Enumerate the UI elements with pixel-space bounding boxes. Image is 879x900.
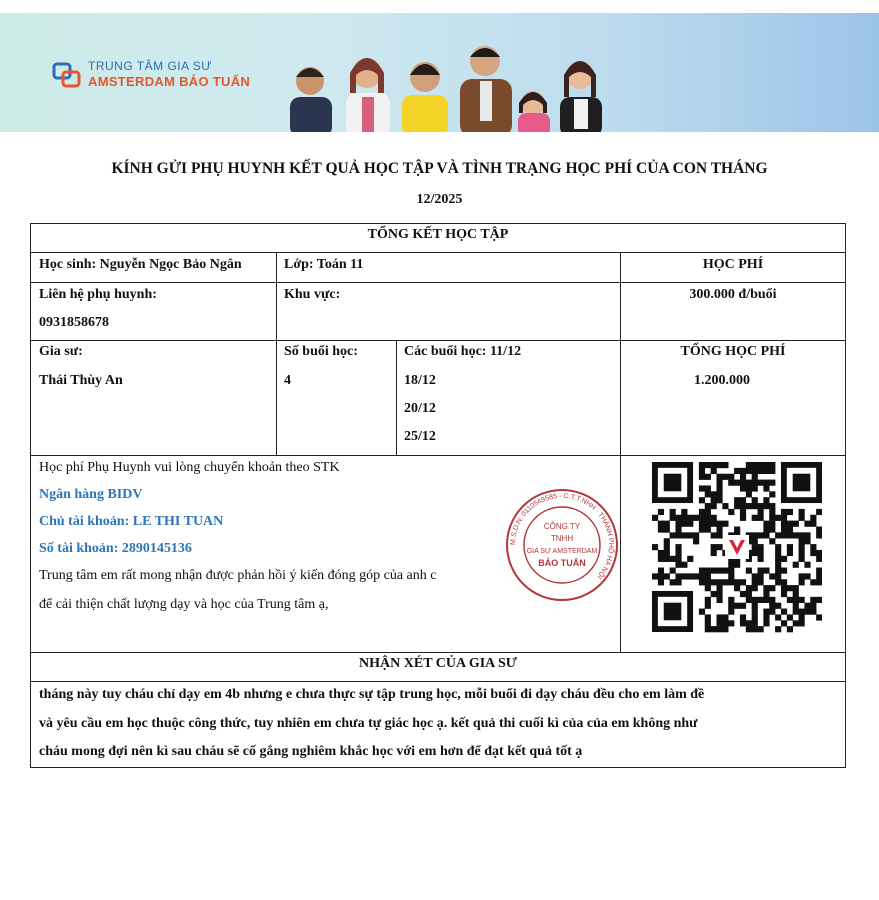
table-divider: [30, 340, 846, 341]
bank-name: Ngân hàng BIDV: [39, 487, 143, 502]
parent-contact-label: Liên hệ phụ huynh:: [39, 287, 157, 302]
fee-header: HỌC PHÍ: [702, 257, 764, 272]
stamp-ring-text: M.S.D.N: 0110549585 - C.T.T.NHH · THÀNH PHỐ HÀ NỘI: [509, 492, 615, 580]
table-divider: [396, 340, 397, 455]
tutor-name: Thái Thùy An: [39, 373, 123, 388]
session-count-label: Số buổi học:: [284, 344, 358, 359]
area-label: Khu vực:: [284, 287, 341, 302]
family-photo: [270, 13, 610, 132]
company-stamp: [504, 487, 620, 603]
table-divider: [620, 252, 621, 652]
session-date: 20/12: [404, 401, 436, 416]
account-holder: Chủ tài khoản: LE THI TUAN: [39, 514, 224, 529]
stamp-line: TNHH: [550, 534, 574, 543]
comment-line: tháng này tuy cháu chỉ dạy em 4b nhưng e chưa thực sự tập trung học, mỗi buổi đi dạy cháu đều cho em làm đề: [39, 687, 705, 702]
tutor-label: Gia sư:: [39, 344, 83, 359]
comment-line: cháu mong đợi nên kì sau cháu sẽ cố gắng nghiêm khắc học với em hơn để đạt kết quả tốt ạ: [39, 744, 583, 759]
comments-section-title: NHẬN XÉT CỦA GIA SƯ: [359, 656, 517, 671]
table-divider: [30, 282, 846, 283]
session-date: 25/12: [404, 429, 436, 444]
total-fee-label: TỔNG HỌC PHÍ: [680, 344, 786, 359]
table-divider: [30, 252, 846, 253]
brand-name-bottom: AMSTERDAM BẢO TUẤN: [88, 74, 251, 89]
stamp-line: CÔNG TY: [543, 522, 581, 531]
summary-section-title: TỔNG KẾT HỌC TẬP: [367, 227, 509, 242]
student-name: Học sinh: Nguyễn Ngọc Bảo Ngân: [39, 257, 242, 272]
payment-qr-code[interactable]: [652, 462, 822, 634]
session-count: 4: [284, 373, 291, 388]
account-number: Số tài khoản: 2890145136: [39, 541, 192, 556]
comment-line: và yêu cầu em học thuộc công thức, tuy nhiên em chưa tự giác học ạ. kết quả thi cuối kì của của em không như: [39, 716, 698, 731]
table-divider: [30, 681, 846, 682]
report-month: 12/2025: [416, 192, 463, 207]
class-name: Lớp: Toán 11: [284, 257, 364, 272]
table-divider: [30, 652, 846, 653]
table-divider: [30, 455, 846, 456]
feedback-request-continued: để cải thiện chất lượng dạy và học của Trung tâm ạ,: [39, 597, 329, 612]
feedback-request: Trung tâm em rất mong nhận được phản hồi ý kiến đóng góp của anh c: [39, 568, 437, 583]
fee-per-session: 300.000 đ/buổi: [689, 287, 777, 302]
table-divider: [276, 252, 277, 455]
total-fee-value: 1.200.000: [694, 373, 750, 388]
parent-phone: 0931858678: [39, 315, 109, 330]
brand-name-top: TRUNG TÂM GIA SƯ: [88, 59, 213, 73]
session-date: 18/12: [404, 373, 436, 388]
header-banner: [0, 13, 879, 132]
brand-logo-icon: [52, 61, 82, 89]
stamp-line: GIA SƯ AMSTERDAM: [526, 548, 598, 555]
stamp-line: BẢO TUẤN: [538, 558, 586, 568]
report-title: KÍNH GỬI PHỤ HUYNH KẾT QUẢ HỌC TẬP VÀ TÌNH TRẠNG HỌC PHÍ CỦA CON THÁNG: [111, 160, 768, 177]
sessions-label: Các buổi học: 11/12: [404, 344, 522, 359]
payment-intro: Học phí Phụ Huynh vui lòng chuyển khoản theo STK: [39, 460, 340, 475]
